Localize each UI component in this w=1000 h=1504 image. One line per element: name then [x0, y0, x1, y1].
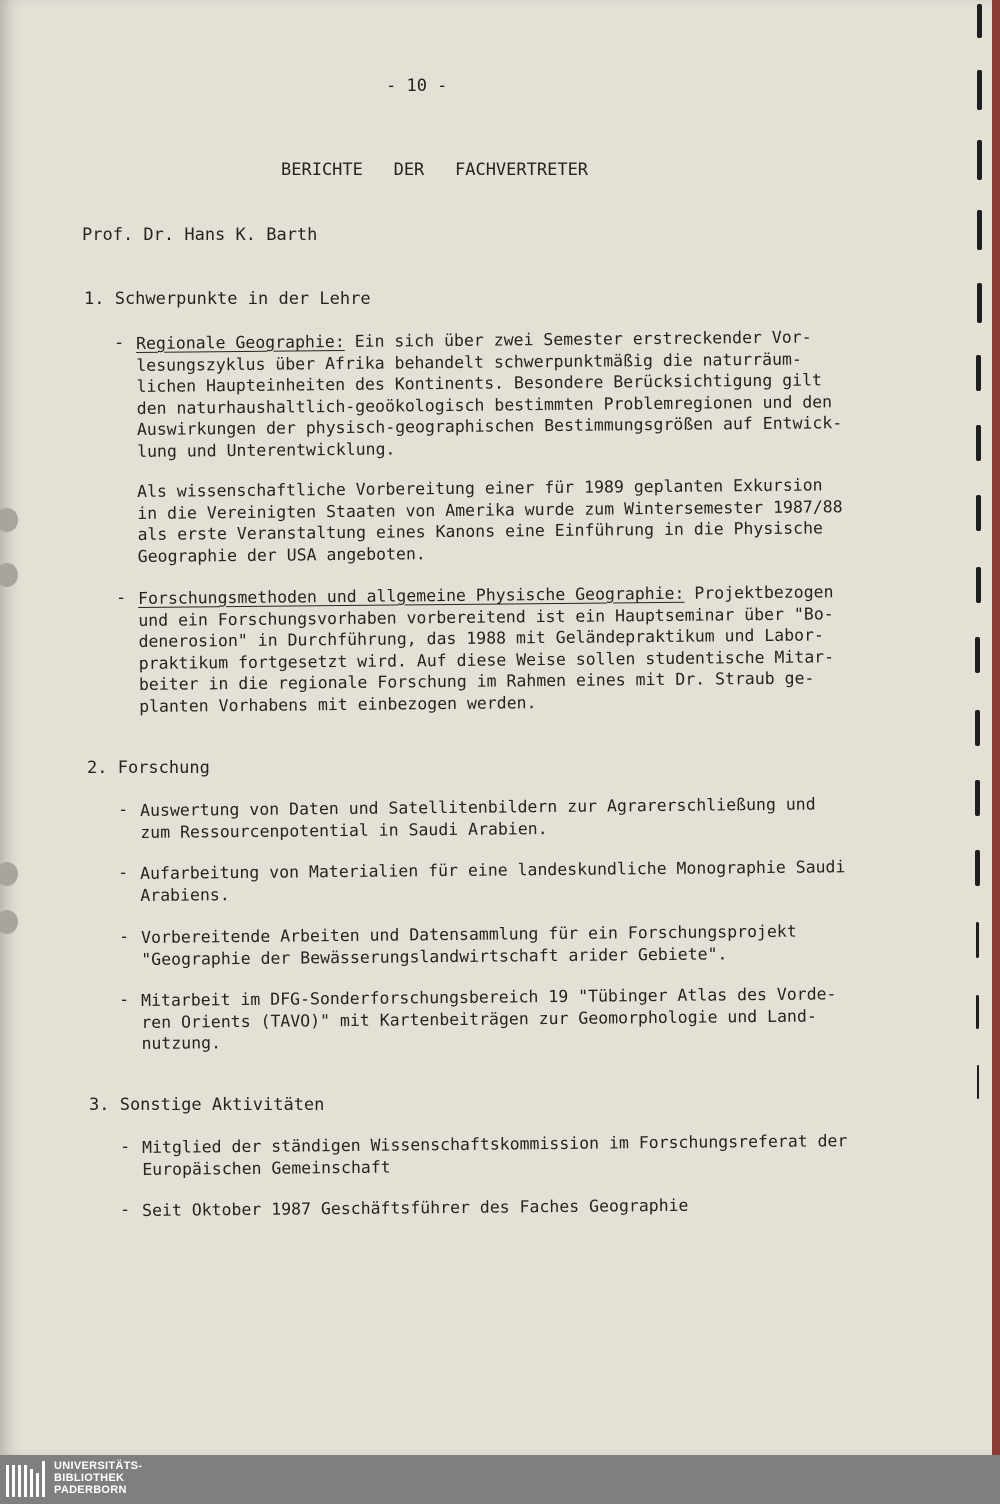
library-name-line: UNIVERSITÄTS-	[54, 1460, 143, 1472]
paragraph-continuation: Als wissenschaftliche Vorbereitung einer für 1989 geplanten Exkursion in die Vereinigten Staaten von Amerika wurde zum Wintersemester 1987/88 als erste Veranstaltung eines Kanons eine Einführung in die Physische Geographie der USA angeboten.	[137, 475, 843, 566]
punch-hole	[0, 862, 18, 886]
library-name-line: PADERBORN	[54, 1484, 127, 1496]
list-dash: -	[116, 588, 127, 608]
list-dash: -	[120, 1200, 131, 1220]
binder-mark	[977, 1065, 979, 1099]
list-item: Vorbereitende Arbeiten und Datensammlung für ein Forschungsprojekt "Geographie der Bewässerungslandwirtschaft arider Gebiete".	[141, 921, 797, 969]
item-text: Ein sich über zwei Semester erstreckender Vor- lesungszyklus über Afrika behandelt schwerpunktmäßig die naturräum- lichen Haupteinheiten des Kontinents. Besondere Berücksichtigung gilt den naturhaushaltlich-geoökologisch bestimmten Problemregionen und den Auswirkungen der physisch-geographischen Bestimmungsgrößen auf Entwick- lung und Unterentwicklung.	[136, 327, 843, 461]
list-dash: -	[118, 863, 129, 883]
list-dash: -	[120, 1137, 131, 1157]
page-number: - 10 -	[386, 76, 448, 96]
list-item-regional-geography	[136, 326, 843, 462]
list-dash: -	[119, 990, 130, 1010]
binder-mark	[975, 780, 980, 816]
page-title: BERICHTE DER FACHVERTRETER	[281, 160, 589, 180]
item-label: Forschungsmethoden und allgemeine Physische Geographie:	[138, 583, 685, 608]
item-text: Projektbezogen und ein Forschungsvorhaben vorbereitend ist ein Hauptseminar über "Bo- denerosion" in Durchführung, das 1988 mit Geländepraktikum und Labor- praktikum fortgesetzt wird. Auf diese Weise sollen studentische Mitar- beiter in die regionale Forschung im Rahmen eines mit Dr. Straub ge- planten Vorhabens mit einbezogen werden.	[138, 582, 835, 716]
list-dash: -	[119, 927, 130, 947]
binder-mark	[977, 4, 982, 38]
punch-hole	[0, 910, 18, 934]
binder-mark	[976, 355, 981, 391]
binder-mark	[976, 922, 979, 958]
binder-mark	[975, 710, 980, 746]
binder-mark	[975, 637, 980, 673]
list-item: Seit Oktober 1987 Geschäftsführer des Faches Geographie	[142, 1195, 689, 1220]
library-logo-icon	[6, 1461, 45, 1497]
binder-mark	[976, 567, 981, 603]
author-name: Prof. Dr. Hans K. Barth	[82, 225, 318, 245]
binder-mark	[977, 70, 982, 110]
punch-hole	[0, 508, 18, 532]
binder-mark	[976, 995, 979, 1029]
library-footer	[0, 1455, 1000, 1504]
list-item: Mitglied der ständigen Wissenschaftskommission im Forschungsreferat der Europäischen Gemeinschaft	[142, 1131, 848, 1179]
binder-mark	[977, 283, 982, 323]
binder-mark	[976, 425, 981, 461]
list-dash: -	[114, 333, 125, 353]
list-item: Auswertung von Daten und Satellitenbildern zur Agrarerschließung und zum Ressourcenpotential in Saudi Arabien.	[140, 794, 816, 842]
punch-hole	[0, 563, 18, 587]
binder-mark	[977, 210, 982, 250]
list-item: Aufarbeitung von Materialien für eine landeskundliche Monographie Saudi Arabiens.	[140, 857, 846, 905]
section-heading-teaching: 1. Schwerpunkte in der Lehre	[84, 289, 371, 309]
section-heading-other-activities: 3. Sonstige Aktivitäten	[89, 1095, 325, 1115]
library-name	[54, 1460, 142, 1496]
section-heading-research: 2. Forschung	[87, 758, 210, 778]
list-dash: -	[118, 800, 129, 820]
page-edge	[992, 0, 1000, 1455]
item-label: Regionale Geographie:	[136, 331, 345, 353]
list-item-research-methods	[138, 581, 835, 717]
binder-mark	[976, 495, 981, 531]
binder-mark	[977, 140, 982, 180]
library-name-line: BIBLIOTHEK	[54, 1472, 125, 1484]
binder-mark	[975, 850, 980, 886]
list-item: Mitarbeit im DFG-Sonderforschungsbereich 19 "Tübinger Atlas des Vorde- ren Orients (TAVO)" mit Kartenbeiträgen zur Geomorphologie und Land- nutzung.	[141, 984, 837, 1053]
